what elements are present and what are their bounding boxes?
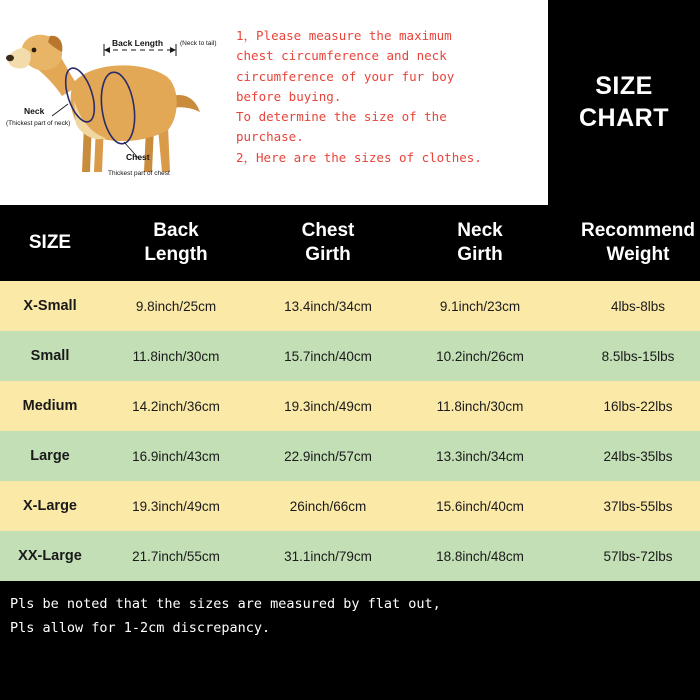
instruction-line-4: before buying. (236, 88, 342, 104)
table-header (0, 205, 700, 281)
table-row (0, 281, 700, 331)
cell-recommend-weight: 4lbs-8lbs (556, 281, 700, 331)
footer-note (0, 581, 700, 676)
cell-neck-girth: 10.2inch/26cm (404, 331, 556, 381)
cell-chest-girth: 26inch/66cm (252, 481, 404, 531)
neck-note: (Thickest part of neck) (6, 120, 71, 127)
instruction-line-7: 2，Here are the sizes of clothes. (236, 149, 482, 165)
instruction-line-1: 1，Please measure the maximum (236, 28, 452, 43)
size-chart-table (0, 205, 700, 581)
instruction-line-5: To determine the size of the (236, 109, 447, 124)
column-header-chest-girth-line2: Girth (305, 244, 351, 265)
cell-chest-girth: 19.3inch/49cm (252, 381, 404, 431)
table-row (0, 531, 700, 581)
chest-note: Thickest part of chest (108, 170, 170, 177)
cell-neck-girth: 18.8inch/48cm (404, 531, 556, 581)
cell-back-length: 14.2inch/36cm (100, 381, 252, 431)
table-body (0, 281, 700, 581)
size-chart-title (548, 0, 700, 205)
cell-back-length: 21.7inch/55cm (100, 531, 252, 581)
cell-neck-girth: 13.3inch/34cm (404, 431, 556, 481)
column-header-chest-girth-line1: Chest (301, 220, 355, 242)
column-header-neck-girth (404, 205, 556, 281)
column-header-size (0, 205, 100, 281)
table-header-row (0, 205, 700, 281)
cell-back-length: 11.8inch/30cm (100, 331, 252, 381)
cell-back-length: 9.8inch/25cm (100, 281, 252, 331)
instruction-line-3: circumference of your fur boy (236, 68, 455, 84)
measuring-instructions (228, 0, 548, 205)
table-row (0, 381, 700, 431)
column-header-neck-girth-line2: Girth (457, 244, 503, 265)
cell-neck-girth: 15.6inch/40cm (404, 481, 556, 531)
column-header-chest-girth (252, 205, 404, 281)
cell-recommend-weight: 8.5lbs-15lbs (556, 331, 700, 381)
table-row (0, 481, 700, 531)
column-header-back-length-line2: Length (144, 244, 208, 265)
column-header-neck-girth-line1: Neck (457, 220, 503, 242)
cell-chest-girth: 31.1inch/79cm (252, 531, 404, 581)
column-header-recommend-weight (556, 205, 700, 281)
table-row (0, 431, 700, 481)
size-chart-title-line-1: SIZE (595, 72, 653, 101)
cell-size: Small (0, 331, 100, 381)
cell-chest-girth: 15.7inch/40cm (252, 331, 404, 381)
footer-line-1: Pls be noted that the sizes are measured by flat out, (10, 596, 441, 612)
cell-neck-girth: 9.1inch/23cm (404, 281, 556, 331)
column-header-size-line1: SIZE (28, 232, 72, 254)
column-header-recommend-weight-line2: Weight (606, 244, 670, 265)
footer-line-2: Pls allow for 1-2cm discrepancy. (10, 619, 271, 636)
chest-label: Chest (126, 152, 150, 162)
size-chart-title-line-2: CHART (579, 103, 669, 132)
cell-chest-girth: 13.4inch/34cm (252, 281, 404, 331)
back-length-label: Back Length (112, 38, 164, 48)
cell-neck-girth: 11.8inch/30cm (404, 381, 556, 431)
cell-chest-girth: 22.9inch/57cm (252, 431, 404, 481)
cell-size: XX-Large (0, 531, 100, 581)
cell-size: Large (0, 431, 100, 481)
cell-back-length: 16.9inch/43cm (100, 431, 252, 481)
instruction-line-2: chest circumference and neck (236, 48, 447, 64)
cell-size: X-Small (0, 281, 100, 331)
top-section (0, 0, 700, 205)
cell-recommend-weight: 16lbs-22lbs (556, 381, 700, 431)
cell-size: X-Large (0, 481, 100, 531)
cell-back-length: 19.3inch/49cm (100, 481, 252, 531)
instruction-line-6: purchase. (236, 129, 304, 145)
cell-size: Medium (0, 381, 100, 431)
cell-recommend-weight: 24lbs-35lbs (556, 431, 700, 481)
dog-measurement-diagram (0, 0, 228, 205)
column-header-back-length (100, 205, 252, 281)
neck-label: Neck (24, 106, 45, 116)
back-length-note: (Neck to tail) (180, 40, 217, 47)
cell-recommend-weight: 57lbs-72lbs (556, 531, 700, 581)
column-header-back-length-line1: Back (153, 220, 199, 242)
column-header-recommend-weight-line1: Recommend (580, 220, 696, 242)
cell-recommend-weight: 37lbs-55lbs (556, 481, 700, 531)
table-row (0, 331, 700, 381)
